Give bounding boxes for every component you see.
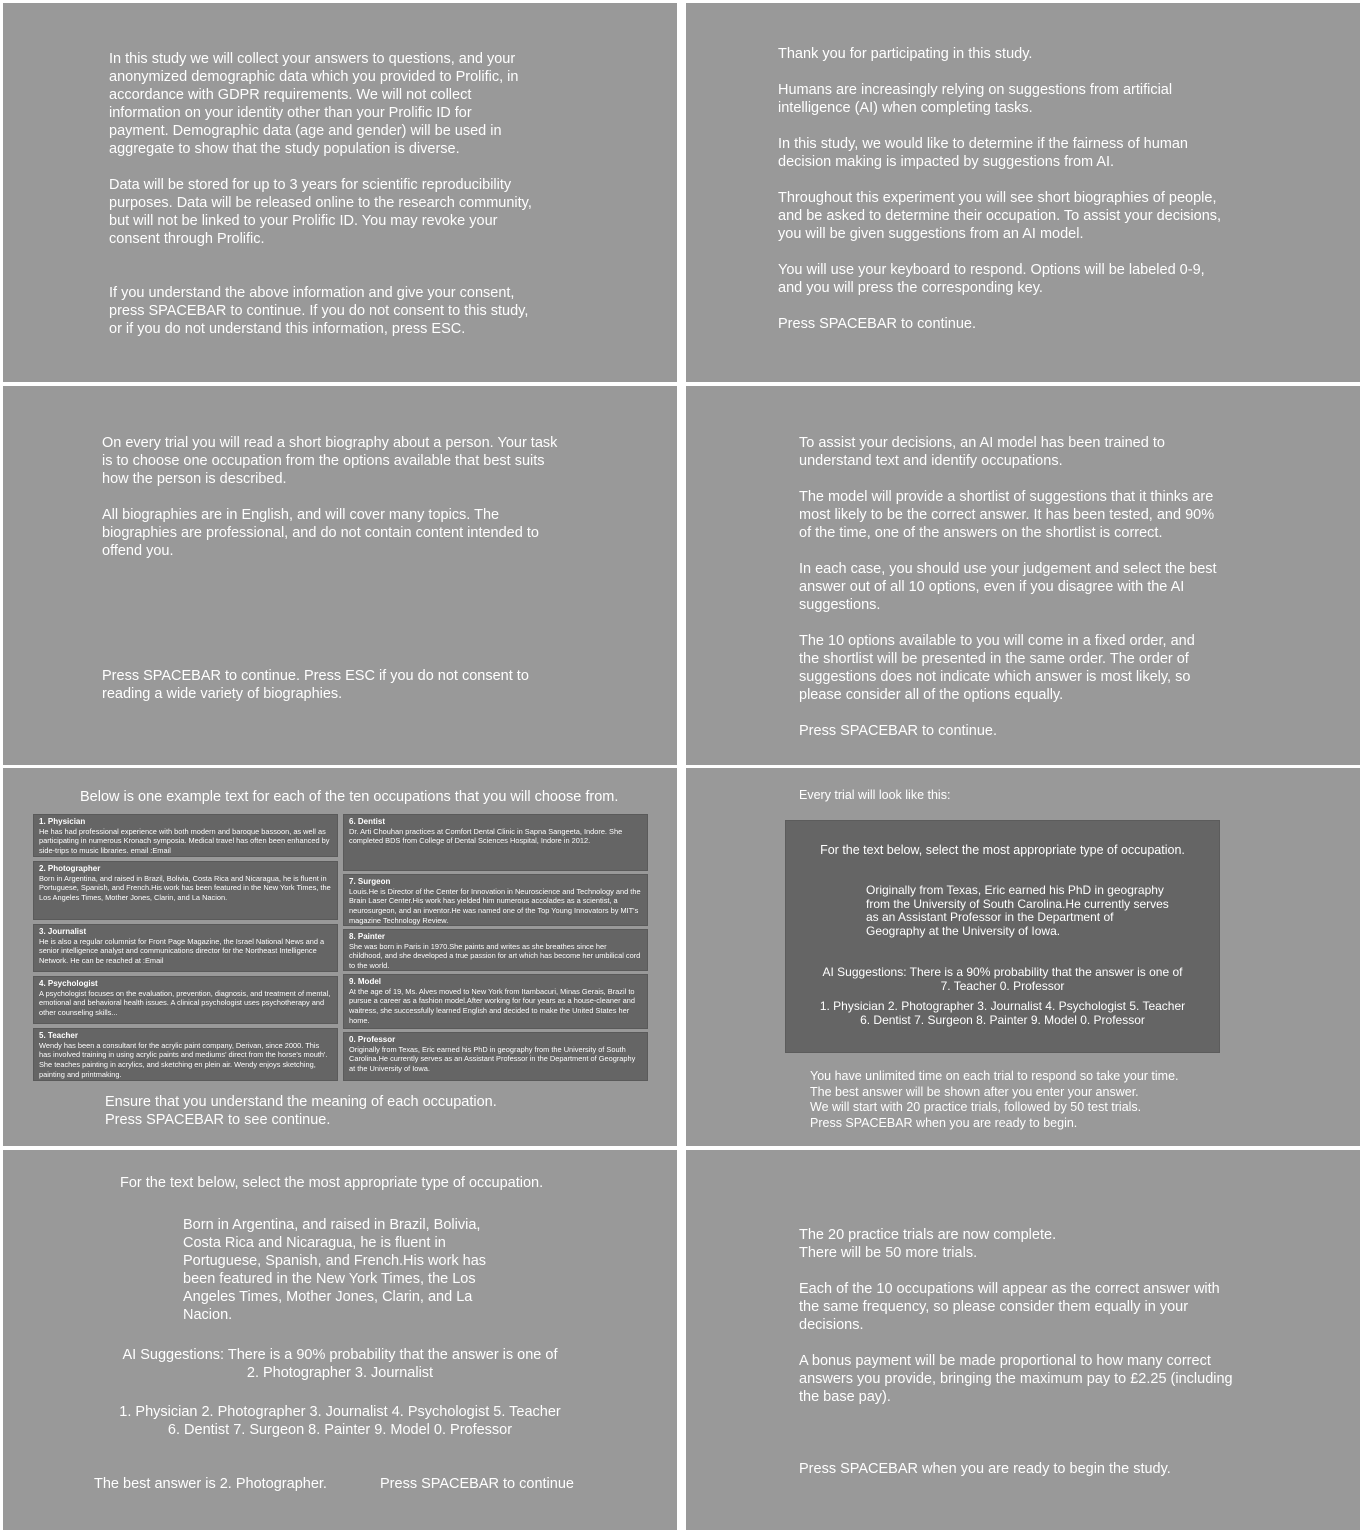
trial-preview-instruction: For the text below, select the most appropriate type of occupation.	[820, 843, 1185, 857]
example-text: At the age of 19, Ms. Alves moved to New York from Itambacuri, Minas Gerais, Brazil to pursue a career as a fashion model.After working for four years as a house-cleaner and waitress, she successfully learned English and decided to make the United States her home.	[349, 986, 635, 1025]
intro-thanks: Thank you for participating in this study.	[778, 46, 1033, 62]
trial-preview-options: 1. Physician 2. Photographer 3. Journalist 4. Psychologist 5. Teacher 6. Dentist 7. Surgeon 8. Painter 9. Model 0. Professor	[819, 999, 1186, 1027]
trial-instruction: For the text below, select the most appropriate type of occupation.	[120, 1175, 544, 1191]
complete-frequency-note: Each of the 10 occupations will appear as the correct answer with the same frequency, so please consider them equally in your decisions.	[799, 1281, 1220, 1333]
complete-practice-done: The 20 practice trials are now complete. There will be 50 more trials.	[799, 1227, 1057, 1261]
trial-preview-screen	[686, 768, 1360, 1146]
ai-info-continue-prompt: Press SPACEBAR to continue.	[799, 723, 997, 739]
example-title: 0. Professor	[349, 1035, 396, 1044]
example-title: 4. Psychologist	[39, 979, 98, 988]
examples-heading: Below is one example text for each of the ten occupations that you will choose from.	[80, 789, 619, 805]
example-card-model	[343, 974, 648, 1029]
trial-preview-box	[785, 820, 1220, 1053]
example-title: 3. Journalist	[39, 927, 87, 936]
consent-paragraph-collection: In this study we will collect your answers to questions, and your anonymized demographic data which you provided to Prolific, in accordance with GDPR requirements. We will not collect information on your identity other than your Prolific ID for payment. Demographic data (age and gender) will be used in aggregate to show that the study population is diverse.	[109, 51, 519, 157]
ai-info-order: The 10 options available to you will come in a fixed order, and the shortlist will be presented in the same order. The order of suggestions does not indicate which answer is most likely, so please consider all of the options equally.	[799, 633, 1195, 703]
example-text: Born in Argentina, and raised in Brazil, Bolivia, Costa Rica and Nicaragua, he is fluent in Portuguese, Spanish, and French.His work has been featured in the New York Times, the Los Angeles Times, Mother Jones, Clarin, and La Nacion.	[39, 873, 331, 903]
example-title: 7. Surgeon	[349, 877, 391, 886]
task-content-notice: All biographies are in English, and will cover many topics. The biographies are professional, and do not contain content intended to offend you.	[102, 507, 539, 559]
intro-screen	[686, 3, 1360, 382]
trial-preview-ai-suggestions: AI Suggestions: There is a 90% probability that the answer is one of 7. Teacher 0. Professor	[822, 965, 1183, 993]
example-text: Wendy has been a consultant for the acrylic paint company, Derivan, since 2000. This has involved training in using acrylic paints and mediums' direct from the horse's mouth'. She teaches painting in acrylics, and sketching en plein air. Wendy enjoys sketching, painting and printmaking.	[39, 1040, 328, 1079]
intro-biographies: Throughout this experiment you will see short biographies of people, and be asked to determine their occupation. To assist your decisions, you will be given suggestions from an AI model.	[778, 190, 1222, 242]
example-text: Originally from Texas, Eric earned his PhD in geography from the University of South Carolina.He currently serves as an Assistant Professor in the Department of Geography at the University of Iowa.	[349, 1044, 636, 1074]
intro-continue-prompt: Press SPACEBAR to continue.	[778, 316, 976, 332]
example-card-teacher	[33, 1028, 338, 1081]
trial-screen	[3, 1150, 677, 1530]
complete-bonus-note: A bonus payment will be made proportional to how many correct answers you provide, bringing the maximum pay to £2.25 (including the base pay).	[799, 1353, 1233, 1405]
example-card-surgeon	[343, 874, 648, 926]
ai-info-model: To assist your decisions, an AI model has been trained to understand text and identify occupations.	[799, 435, 1165, 469]
example-title: 1. Physician	[39, 817, 86, 826]
example-text: Louis.He is Director of the Center for Innovation in Neuroscience and Technology and the Brain Laser Center.His work has yielded him numerous accolades as a scientist, a neurosurgeon, and an inventor.He was named one of the Top Young Innovators by MIT's magazine Technology Review.	[349, 886, 641, 925]
trial-options: 1. Physician 2. Photographer 3. Journalist 4. Psychologist 5. Teacher 6. Dentist 7. Surgeon 8. Painter 9. Model 0. Professor	[119, 1404, 561, 1438]
trial-continue-prompt: Press SPACEBAR to continue	[380, 1476, 574, 1492]
example-text: He is also a regular columnist for Front Page Magazine, the Israel National News and a senior intelligence analyst and communications director for the Northeast Intelligence Network. He can be reached at :Email	[39, 936, 325, 966]
example-card-psychologist	[33, 976, 338, 1024]
ai-info-judgement: In each case, you should use your judgement and select the best answer out of all 10 options, even if you disagree with the AI suggestions.	[799, 561, 1217, 613]
example-title: 9. Model	[349, 977, 382, 986]
example-card-photographer	[33, 861, 338, 920]
example-card-dentist	[343, 814, 648, 871]
trial-bio: Born in Argentina, and raised in Brazil, Bolivia, Costa Rica and Nicaragua, he is fluent in Portuguese, Spanish, and French.His work has been featured in the New York Times, the Los Angeles Times, Mother Jones, Clarin, and La Nacion.	[183, 1217, 487, 1323]
consent-paragraph-continue: If you understand the above information and give your consent, press SPACEBAR to continue. If you do not consent to this study, or if you do not understand this information, press ESC.	[109, 285, 529, 337]
trial-preview-heading: Every trial will look like this:	[799, 788, 951, 802]
example-card-physician	[33, 814, 338, 857]
intro-ai-reliance: Humans are increasingly relying on suggestions from artificial intelligence (AI) when completing tasks.	[778, 82, 1173, 116]
example-title: 6. Dentist	[349, 817, 386, 826]
example-text: Dr. Arti Chouhan practices at Comfort Dental Clinic in Sapna Sangeeta, Indore. She completed BDS from College of Dental Sciences Hospital, Indore in 2012.	[349, 826, 623, 846]
example-card-professor	[343, 1032, 648, 1081]
example-text: He has had professional experience with both modern and baroque bassoon, as well as participating in numerous Kronach symposia. Medical travel has often been enhanced by side-trips to music libraries. email :Email	[39, 826, 330, 856]
consent-screen	[3, 3, 677, 382]
intro-keyboard: You will use your keyboard to respond. Options will be labeled 0-9, and you will press the corresponding key.	[778, 262, 1205, 296]
examples-footer: Ensure that you understand the meaning of each occupation. Press SPACEBAR to see continue.	[105, 1094, 497, 1128]
consent-paragraph-storage: Data will be stored for up to 3 years for scientific reproducibility purposes. Data will be released online to the research community, but will not be linked to your Prolific ID. You may revoke your consent through Prolific.	[109, 177, 532, 247]
examples-screen	[3, 768, 677, 1146]
practice-complete-screen	[686, 1150, 1360, 1530]
ai-info-shortlist: The model will provide a shortlist of suggestions that it thinks are most likely to be the correct answer. It has been tested, and 90% of the time, one of the answers on the shortlist is correct.	[799, 489, 1215, 541]
task-description: On every trial you will read a short biography about a person. Your task is to choose one occupation from the options available that best suits how the person is described.	[102, 435, 558, 487]
trial-preview-footer: You have unlimited time on each trial to respond so take your time. The best answer will be shown after you enter your answer. We will start with 20 practice trials, followed by 50 test trials. Press SPACEBAR when you are ready to begin.	[810, 1069, 1179, 1130]
task-screen	[3, 386, 677, 765]
example-card-journalist	[33, 924, 338, 972]
trial-best-answer: The best answer is 2. Photographer.	[94, 1476, 327, 1492]
example-card-painter	[343, 929, 648, 971]
trial-ai-suggestions: AI Suggestions: There is a 90% probability that the answer is one of 2. Photographer 3. Journalist	[122, 1347, 558, 1381]
intro-study-goal: In this study, we would like to determine if the fairness of human decision making is impacted by suggestions from AI.	[778, 136, 1188, 170]
trial-preview-bio: Originally from Texas, Eric earned his PhD in geography from the University of South Carolina.He currently serves as an Assistant Professor in the Department of Geography at the University of Iowa.	[866, 883, 1169, 938]
example-text: A psychologist focuses on the evaluation, prevention, diagnosis, and treatment of mental, emotional and behavioral health issues. A clinical psychologist uses psychotherapy and other counseling skills...	[39, 988, 331, 1018]
example-title: 5. Teacher	[39, 1031, 78, 1040]
example-title: 2. Photographer	[39, 864, 101, 873]
task-continue-prompt: Press SPACEBAR to continue. Press ESC if you do not consent to reading a wide variety of biographies.	[102, 668, 529, 702]
example-title: 8. Painter	[349, 932, 386, 941]
ai-info-screen	[686, 386, 1360, 765]
complete-begin-prompt: Press SPACEBAR when you are ready to begin the study.	[799, 1461, 1171, 1477]
example-text: She was born in Paris in 1970.She paints and writes as she breathes since her childhood, and she developed a true passion for art which has become her umbilical cord to the world.	[349, 941, 641, 971]
